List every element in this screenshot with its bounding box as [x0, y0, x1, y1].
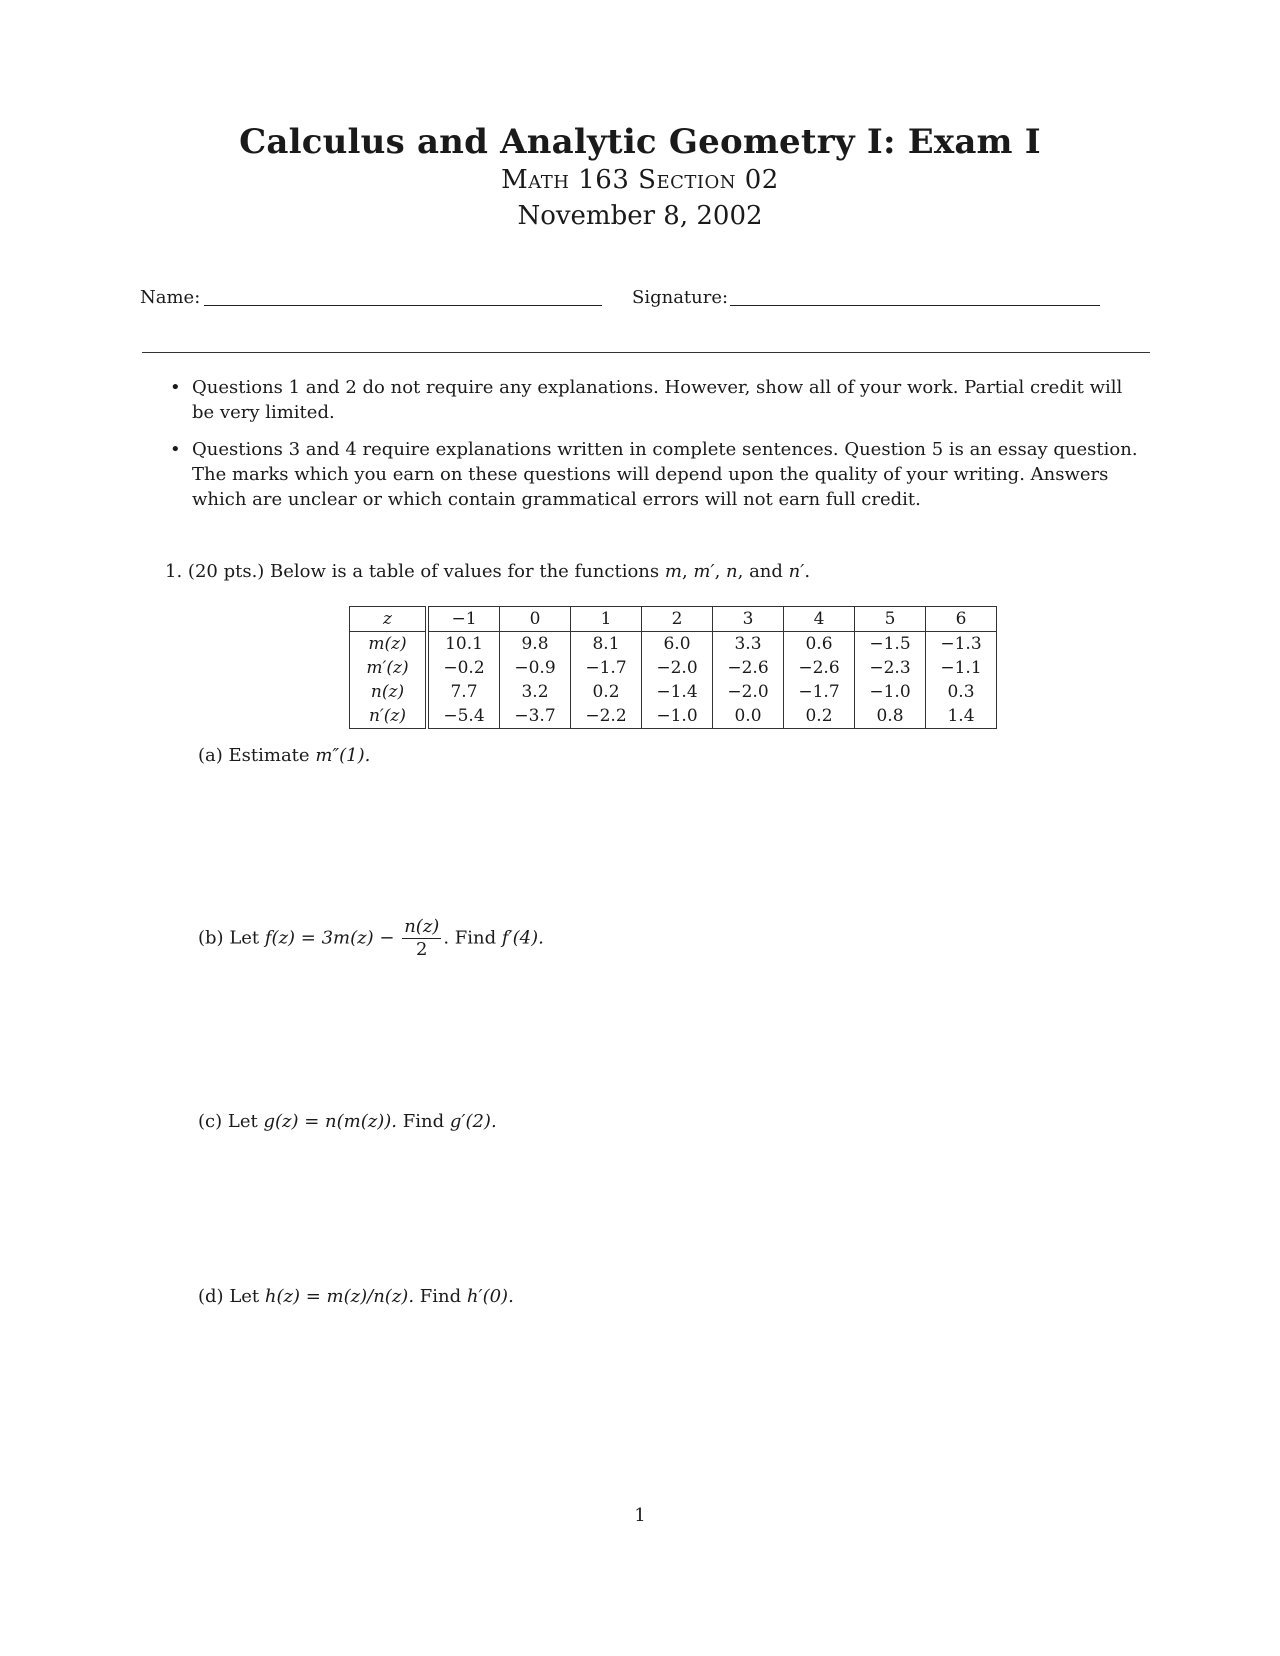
table-header-cell: 6: [926, 607, 997, 632]
part-expression: h(z) = m(z)/n(z).: [264, 1286, 415, 1307]
table-cell: 0.2: [784, 704, 855, 729]
function-m: m: [664, 561, 682, 582]
function-m-prime: m′: [693, 561, 715, 582]
table-header-cell: 4: [784, 607, 855, 632]
part-label: (d): [198, 1286, 224, 1307]
question-text: Below is a table of values for the functions: [270, 561, 660, 582]
table-header-cell: 5: [855, 607, 926, 632]
part-find: Find: [419, 1286, 462, 1307]
table-header-cell: 2: [642, 607, 713, 632]
table-cell: 10.1: [427, 632, 500, 657]
table-header-cell: −1: [427, 607, 500, 632]
table-cell: −1.0: [855, 680, 926, 704]
table-cell: −0.2: [427, 656, 500, 680]
name-label: Name:: [140, 287, 201, 308]
divider: [142, 352, 1150, 353]
signature-line[interactable]: [730, 305, 1100, 306]
table-cell: 0.8: [855, 704, 926, 729]
part-expression-2: g′(2).: [449, 1111, 497, 1132]
table-cell: −2.6: [713, 656, 784, 680]
table-cell: −1.0: [642, 704, 713, 729]
part-text: Let: [229, 927, 260, 949]
name-line[interactable]: [204, 305, 602, 306]
table-cell: −1.1: [926, 656, 997, 680]
table-cell: −2.2: [571, 704, 642, 729]
part-a: [198, 745, 370, 766]
table-cell: 3.2: [500, 680, 571, 704]
table-header-row: [350, 607, 997, 632]
exam-date: November 8, 2002: [517, 201, 763, 231]
part-expression-2: f′(4).: [501, 927, 544, 949]
table-cell: −1.7: [784, 680, 855, 704]
exam-title: Calculus and Analytic Geometry I: Exam I: [239, 122, 1041, 162]
signature-label: Signature:: [632, 287, 729, 308]
part-c: [198, 1111, 497, 1132]
table-row: [350, 704, 997, 729]
instruction-item: [170, 437, 1140, 512]
fraction-numerator: n(z): [404, 916, 440, 937]
table-cell: 0.0: [713, 704, 784, 729]
instruction-text: Questions 3 and 4 require explanations written in complete sentences. Question 5 is an essay question. The marks which you earn on these questions will depend upon the quality of your writing. Answers which are unclear or which contain grammatical errors will not earn full credit.: [192, 439, 1138, 510]
part-text: Let: [229, 1286, 260, 1307]
table-cell: −1.3: [926, 632, 997, 657]
row-label: n′(z): [350, 704, 428, 729]
table-cell: −2.0: [713, 680, 784, 704]
fraction-denominator: 2: [416, 939, 428, 960]
table-cell: 6.0: [642, 632, 713, 657]
table-cell: −1.5: [855, 632, 926, 657]
part-expression: g(z) = n(m(z)).: [263, 1111, 397, 1132]
table-header-cell: 0: [500, 607, 571, 632]
table-header-label: z: [350, 607, 428, 632]
fraction: [402, 916, 441, 961]
page-number: 1: [634, 1505, 646, 1526]
table-header-cell: 1: [571, 607, 642, 632]
part-label: (c): [198, 1111, 223, 1132]
instruction-item: [170, 375, 1140, 425]
table-cell: 0.6: [784, 632, 855, 657]
table-cell: 8.1: [571, 632, 642, 657]
table-cell: −3.7: [500, 704, 571, 729]
values-table: [349, 606, 997, 729]
table-cell: −5.4: [427, 704, 500, 729]
table-row: [350, 656, 997, 680]
row-label: m(z): [350, 632, 428, 657]
question-points: (20 pts.): [187, 561, 265, 582]
table-cell: 1.4: [926, 704, 997, 729]
table-cell: 7.7: [427, 680, 500, 704]
part-tail: . Find: [443, 927, 497, 949]
question-1-prompt: 1. (20 pts.) Below is a table of values for the functions m, m′, n, and n′.: [165, 561, 811, 582]
table-row: [350, 680, 997, 704]
part-text: Estimate: [228, 745, 310, 766]
part-expression-2: h′(0).: [466, 1286, 514, 1307]
function-n-prime: n′: [788, 561, 805, 582]
part-label: (a): [198, 745, 223, 766]
table-header-cell: 3: [713, 607, 784, 632]
part-expression: m″(1).: [315, 745, 371, 766]
row-label: m′(z): [350, 656, 428, 680]
question-number: 1.: [165, 561, 183, 582]
table-cell: 0.2: [571, 680, 642, 704]
table-cell: −2.6: [784, 656, 855, 680]
function-n: n: [726, 561, 738, 582]
table-cell: −1.4: [642, 680, 713, 704]
course-section: Math 163 Section 02: [501, 165, 779, 195]
part-text: Let: [227, 1111, 258, 1132]
conjunction: and: [749, 561, 783, 582]
part-d: [198, 1286, 514, 1307]
table-cell: 9.8: [500, 632, 571, 657]
part-find: Find: [402, 1111, 445, 1132]
table-cell: −2.0: [642, 656, 713, 680]
bullet-icon: •: [170, 439, 181, 460]
table-cell: −0.9: [500, 656, 571, 680]
instruction-text: Questions 1 and 2 do not require any explanations. However, show all of your work. Partial credit will be very limited.: [192, 377, 1123, 423]
part-b: [198, 916, 544, 961]
row-label: n(z): [350, 680, 428, 704]
table-cell: 0.3: [926, 680, 997, 704]
table-cell: 3.3: [713, 632, 784, 657]
table-row: [350, 632, 997, 657]
instructions-list: [170, 375, 1140, 524]
part-label: (b): [198, 927, 224, 949]
part-expression: f(z) = 3m(z) −: [264, 927, 395, 949]
bullet-icon: •: [170, 377, 181, 398]
table-cell: −1.7: [571, 656, 642, 680]
table-cell: −2.3: [855, 656, 926, 680]
